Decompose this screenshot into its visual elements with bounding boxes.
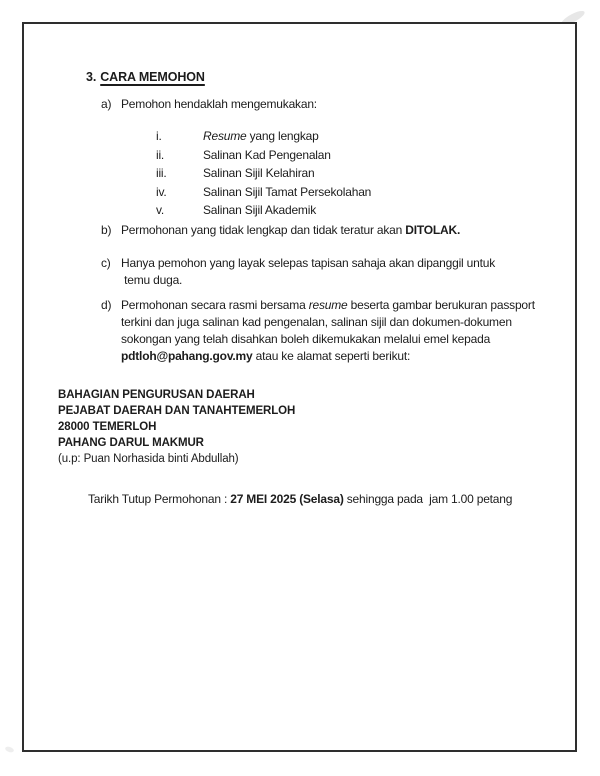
- address-line-state: PAHANG DARUL MAKMUR: [58, 437, 204, 449]
- checklist-italic-word: Resume: [203, 129, 247, 143]
- item-b-label: b): [101, 223, 112, 237]
- item-d-line-2: terkini dan juga salinan kad pengenalan, salinan sijil dan dokumen-dokumen: [121, 315, 512, 329]
- item-d-italic-word: resume: [308, 298, 348, 312]
- item-d: [101, 297, 535, 365]
- document-border-frame: [22, 22, 577, 752]
- section-title: CARA MEMOHON: [100, 70, 205, 84]
- item-b-text-block: [121, 222, 460, 239]
- checklist-text: Salinan Sijil Akademik: [203, 203, 316, 218]
- item-c-label: c): [101, 256, 111, 270]
- closing-date-label: Tarikh Tutup Permohonan :: [88, 492, 231, 506]
- address-line-department: BAHAGIAN PENGURUSAN DAERAH: [58, 389, 255, 401]
- item-a-text-block: [121, 96, 317, 113]
- checklist-item: [156, 183, 371, 202]
- address-line-office: PEJABAT DAERAH DAN TANAHTEMERLOH: [58, 405, 296, 417]
- item-c-line-2: temu duga.: [121, 273, 183, 287]
- item-a: [101, 96, 317, 113]
- address-line-postcode-town: 28000 TEMERLOH: [58, 421, 157, 433]
- checklist-text: Salinan Sijil Tamat Persekolahan: [203, 184, 372, 199]
- checklist-text: Salinan Kad Pengenalan: [203, 147, 331, 162]
- section-number: 3.: [86, 70, 97, 84]
- checklist-item: [156, 164, 371, 183]
- item-b-bold-word: DITOLAK.: [405, 223, 461, 237]
- item-c-line-1: Hanya pemohon yang layak selepas tapisan sahaja akan dipanggil untuk: [121, 256, 496, 270]
- email-address: pdtloh@pahang.gov.my: [121, 349, 253, 363]
- item-a-label: a): [101, 97, 112, 111]
- item-b: [101, 222, 460, 239]
- checklist-numeral: iii.: [156, 166, 167, 181]
- checklist: [156, 127, 371, 220]
- item-b-text: Permohonan yang tidak lengkap dan tidak teratur akan DITOLAK.: [121, 223, 461, 237]
- checklist-text: Salinan Sijil Kelahiran: [203, 166, 315, 181]
- item-a-text: Pemohon hendaklah mengemukakan:: [121, 97, 317, 111]
- scan-smudge-bottom-left: [4, 746, 14, 754]
- item-d-label: d): [101, 298, 112, 312]
- checklist-item: [156, 146, 371, 165]
- address-block: [58, 387, 295, 467]
- closing-date-value: 27 MEI 2025 (Selasa): [230, 492, 344, 506]
- item-d-line-4: pdtloh@pahang.gov.my atau ke alamat seperti berikut:: [121, 349, 411, 363]
- checklist-item: [156, 127, 371, 146]
- checklist-numeral: iv.: [156, 184, 167, 199]
- checklist-numeral: ii.: [156, 147, 165, 162]
- item-d-line-3: sokongan yang telah disahkan boleh dikemukakan melalui emel kepada: [121, 332, 491, 346]
- closing-date-line: [88, 491, 512, 508]
- item-c: [101, 255, 495, 289]
- checklist-numeral: i.: [156, 129, 162, 143]
- section-heading: [86, 69, 205, 85]
- closing-date-suffix: sehingga pada jam 1.00 petang: [343, 492, 513, 506]
- item-d-text-block: [121, 297, 535, 365]
- item-d-line-1: Permohonan secara rasmi bersama resume beserta gambar berukuran passport: [121, 298, 535, 312]
- checklist-text: Resume yang lengkap: [203, 129, 319, 143]
- item-c-text-block: [121, 255, 495, 289]
- checklist-item: [156, 201, 371, 220]
- checklist-numeral: v.: [156, 203, 165, 218]
- address-attention-line: (u.p: Puan Norhasida binti Abdullah): [58, 453, 239, 465]
